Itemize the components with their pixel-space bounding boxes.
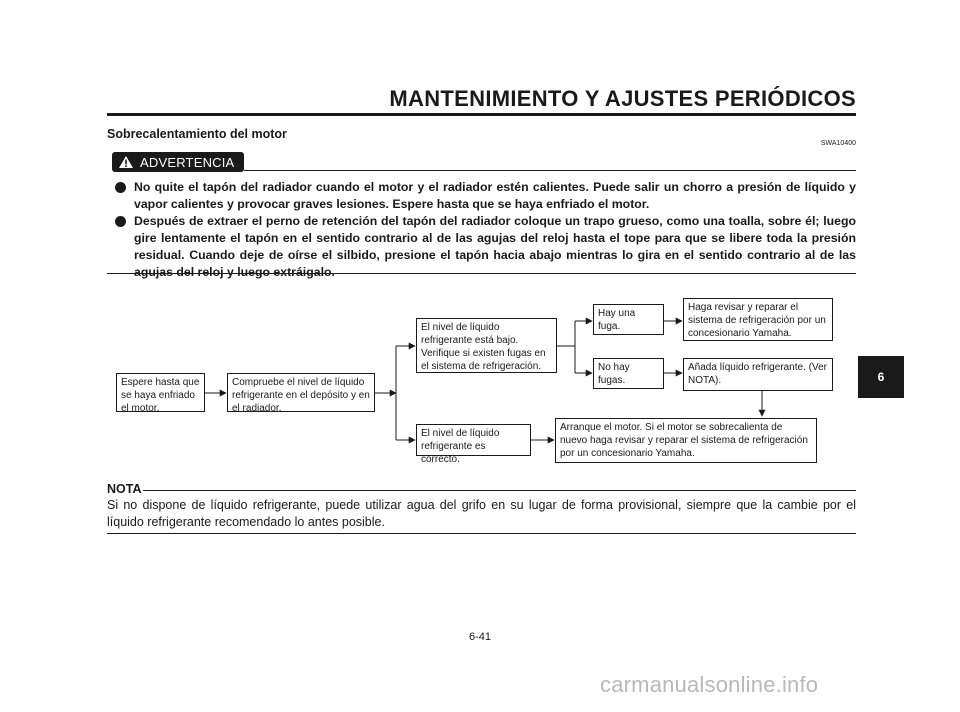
flow-box-wait: Espere hasta que se haya enfriado el motor. [116, 373, 205, 412]
section-code: SWA10400 [820, 140, 856, 147]
flow-box-level-correct: El nivel de líquido refrigerante es correcto. [416, 424, 531, 456]
flow-box-level-low: El nivel de líquido refrigerante está bajo. Verifique si existen fugas en el sistema de refrigeración. [416, 318, 557, 373]
watermark: carmanualsonline.info [600, 672, 819, 697]
flow-box-no-leak: No hay fugas. [593, 358, 664, 389]
chapter-tab: 6 [858, 356, 904, 398]
note-bottom-rule [107, 533, 856, 534]
flow-box-leak: Hay una fuga. [593, 304, 664, 335]
page-title: MANTENIMIENTO Y AJUSTES PERIÓDICOS [389, 86, 856, 111]
warning-item: No quite el tapón del radiador cuando el motor y el radiador estén calientes. Puede salir un chorro a presión de líquido y vapor calientes y provocar graves lesiones. Espere hasta que se haya enfriado el motor. [113, 179, 856, 213]
page-number: 6-41 [468, 631, 492, 643]
warning-label: ADVERTENCIA [140, 154, 235, 170]
note-top-rule [143, 490, 856, 491]
section-title: Sobrecalentamiento del motor [107, 127, 287, 141]
warning-item: Después de extraer el perno de retención del tapón del radiador coloque un trapo grueso, como una toalla, sobre él; luego gire lentamente el tapón en el sentido contrario al de las agujas del reloj hasta el tope para que se libere toda la presión residual. Cuando deje de oírse el silbido, presione el tapón hacia abajo mientras lo gira en el sentido contrario al de las agujas del reloj y luego extráigalo. [113, 213, 856, 281]
flow-box-add-coolant: Añada líquido refrigerante. (Ver NOTA). [683, 358, 833, 391]
note-text: Si no dispone de líquido refrigerante, puede utilizar agua del grifo en su lugar de forma provisional, siempre que la cambie por el líquido refrigerante recomendado lo antes posible. [107, 498, 856, 529]
flow-box-restart: Arranque el motor. Si el motor se sobrecalienta de nuevo haga revisar y reparar el sistema de refrigeración por un concesionario Yamaha. [555, 418, 817, 463]
note-label: NOTA [107, 482, 142, 496]
flow-box-check: Compruebe el nivel de líquido refrigerante en el depósito y en el radiador. [227, 373, 375, 412]
flow-box-repair: Haga revisar y reparar el sistema de refrigeración por un concesionario Yamaha. [683, 298, 833, 341]
